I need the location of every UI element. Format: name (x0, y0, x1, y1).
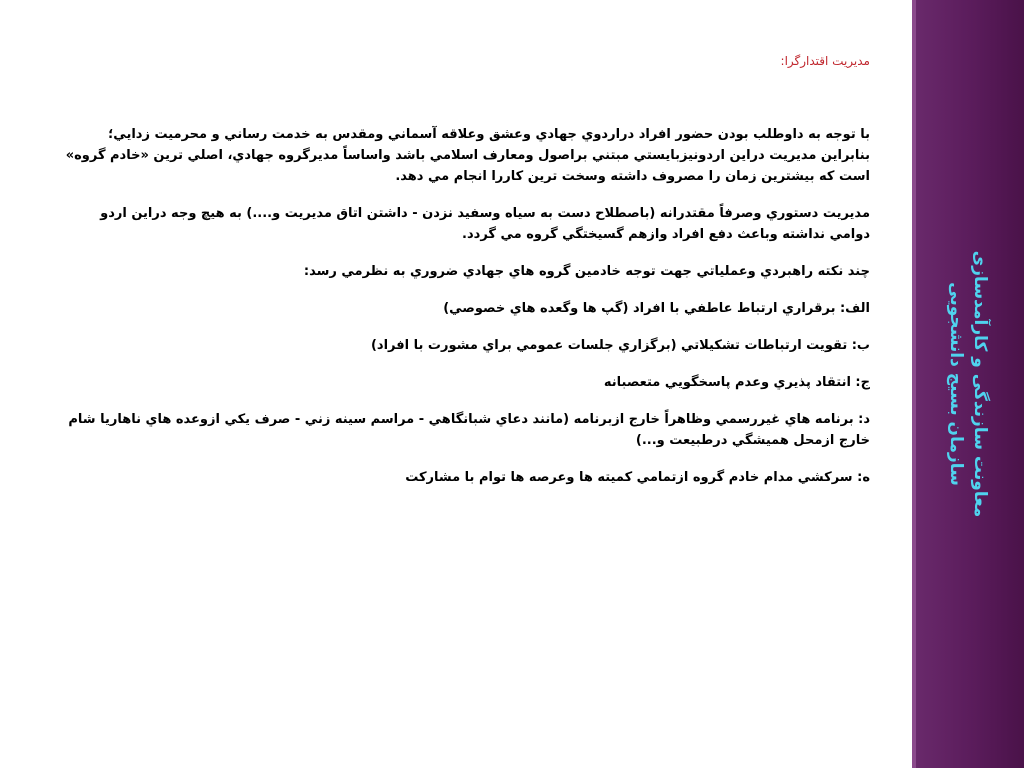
sidebar-title-line2: سازمان بسيج دانشجويی (946, 282, 966, 486)
list-item-he: ه: سركشي مدام خادم گروه ازتمامي كميته ها وعرصه ها توام با مشاركت (405, 470, 870, 485)
section-heading: مديريت اقتدارگرا: (780, 54, 870, 68)
slide-content (56, 52, 870, 504)
list-item-be: ب: تقويت ارتباطات تشكيلاتي (برگزاري جلسات عمومي براي مشورت با افراد) (370, 338, 870, 353)
paragraph-strategic-points: چند نكته راهبردي وعملياتي جهت توجه خادمين گروه هاي جهادي ضروري به نظرمي رسد: (303, 264, 870, 279)
sidebar-title (944, 64, 992, 704)
paragraph-directive-management: مديريت دستوري وصرفاً مقتدرانه (باصطلاح دست به سياه وسفيد نزدن - داشتن اتاق مديريت و....) به هيچ وجه دراين اردو دوامي نداشته وباعث دفع افراد وازهم گسيختگي گروه مي گردد. (100, 206, 870, 242)
list-item-alef: الف: برقراري ارتباط عاطفي با افراد (گپ ها وگعده هاي خصوصي) (443, 301, 870, 316)
list-item-dal: د: برنامه هاي غيررسمي وظاهراً خارج ازبرنامه (مانند دعاي شبانگاهي - مراسم سينه زني - صرف يكي ازوعده هاي ناهاريا شام خارج ازمحل هميشگي درطبيعت و...) (68, 412, 870, 448)
sidebar-title-line1: معاونت سازندگی و كارآمدسازی (970, 250, 990, 518)
list-item-jim: ج: انتقاد پذيري وعدم پاسخگويي متعصبانه (603, 375, 870, 390)
paragraph-intro: با توجه به داوطلب بودن حضور افراد دراردوي جهادي وعشق وعلاقه آسماني ومقدس به خدمت رساني و محرميت زدايي؛ بنابراين مديريت دراين اردونيزبايستي مبتني براصول ومعارف اسلامي باشد واساساً مديرگروه جهادي، اصلي ترين «خادم گروه» است كه بيشترين زمان را مصروف داشته وسخت ترين كاررا انجام مي دهد. (65, 127, 870, 184)
